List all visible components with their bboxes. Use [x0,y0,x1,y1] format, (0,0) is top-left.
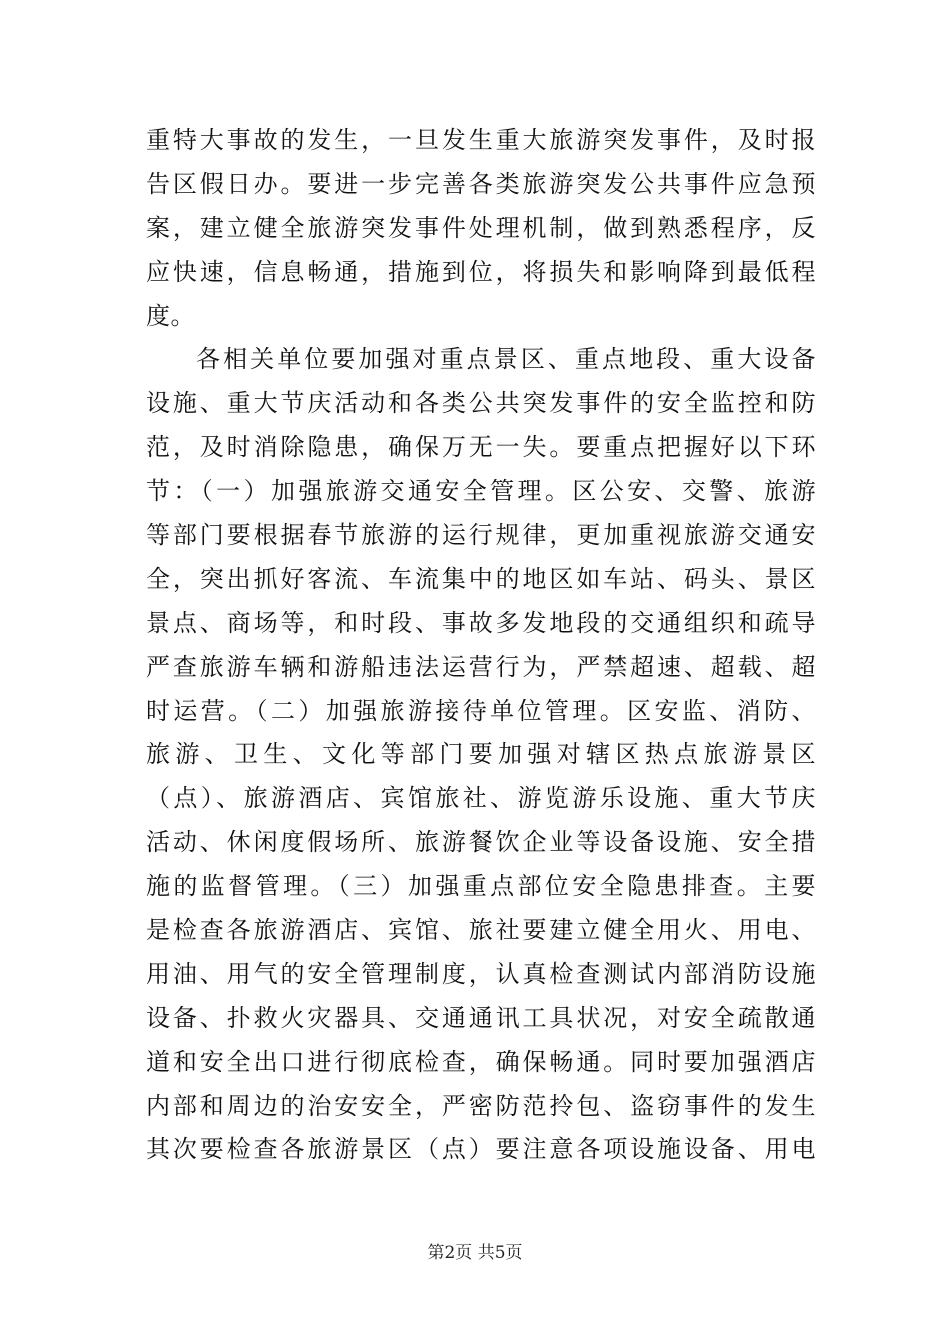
text-line: 道和安全出口进行彻底检查，确保畅通。同时要加强酒店 [146,1047,816,1076]
text-line: 时运营。（二）加强旅游接待单位管理。区安监、消防、 [146,696,816,725]
text-line: 用油、用气的安全管理制度，认真检查测试内部消防设施 [146,959,816,988]
text-line: 施的监督管理。（三）加强重点部位安全隐患排查。主要 [146,872,816,901]
text-line: 告区假日办。要进一步完善各类旅游突发公共事件应急预 [146,169,816,198]
text-line: 设备、扑救火灾器具、交通通讯工具状况，对安全疏散通 [146,1003,816,1032]
text-line: 旅游、卫生、文化等部门要加强对辖区热点旅游景区 [146,740,816,769]
text-line: 范，及时消除隐患，确保万无一失。要重点把握好以下环 [146,433,816,462]
text-line: 节：（一）加强旅游交通安全管理。区公安、交警、旅游 [146,477,816,506]
body-text [146,119,816,1172]
paragraph-start-line: 各相关单位要加强对重点景区、重点地段、重大设备 [196,345,816,374]
text-line: 内部和周边的治安安全，严密防范拎包、盗窃事件的发生 [146,1091,816,1120]
text-line: 设施、重大节庆活动和各类公共突发事件的安全监控和防 [146,389,816,418]
text-line: 度。 [146,301,195,330]
text-line: 景点、商场等，和时段、事故多发地段的交通组织和疏导 [146,608,816,637]
text-line: 活动、休闲度假场所、旅游餐饮企业等设备设施、安全措 [146,828,816,857]
text-line: 严查旅游车辆和游船违法运营行为，严禁超速、超载、超 [146,652,816,681]
text-line: 其次要检查各旅游景区（点）要注意各项设施设备、用电 [146,1135,816,1164]
text-line: 重特大事故的发生，一旦发生重大旅游突发事件，及时报 [146,126,816,154]
text-line: 案，建立健全旅游突发事件处理机制，做到熟悉程序，反 [146,213,816,242]
text-line: 全，突出抓好客流、车流集中的地区如车站、码头、景区 [146,564,816,593]
text-line: （点）、旅游酒店、宾馆旅社、游览游乐设施、重大节庆 [146,784,816,813]
text-line: 是检查各旅游酒店、宾馆、旅社要建立健全用火、用电、 [146,916,816,945]
text-line: 等部门要根据春节旅游的运行规律，更加重视旅游交通安 [146,521,816,550]
page-number-footer: 第2页 共5页 [427,1243,523,1263]
text-line: 应快速，信息畅通，措施到位，将损失和影响降到最低程 [146,257,816,286]
